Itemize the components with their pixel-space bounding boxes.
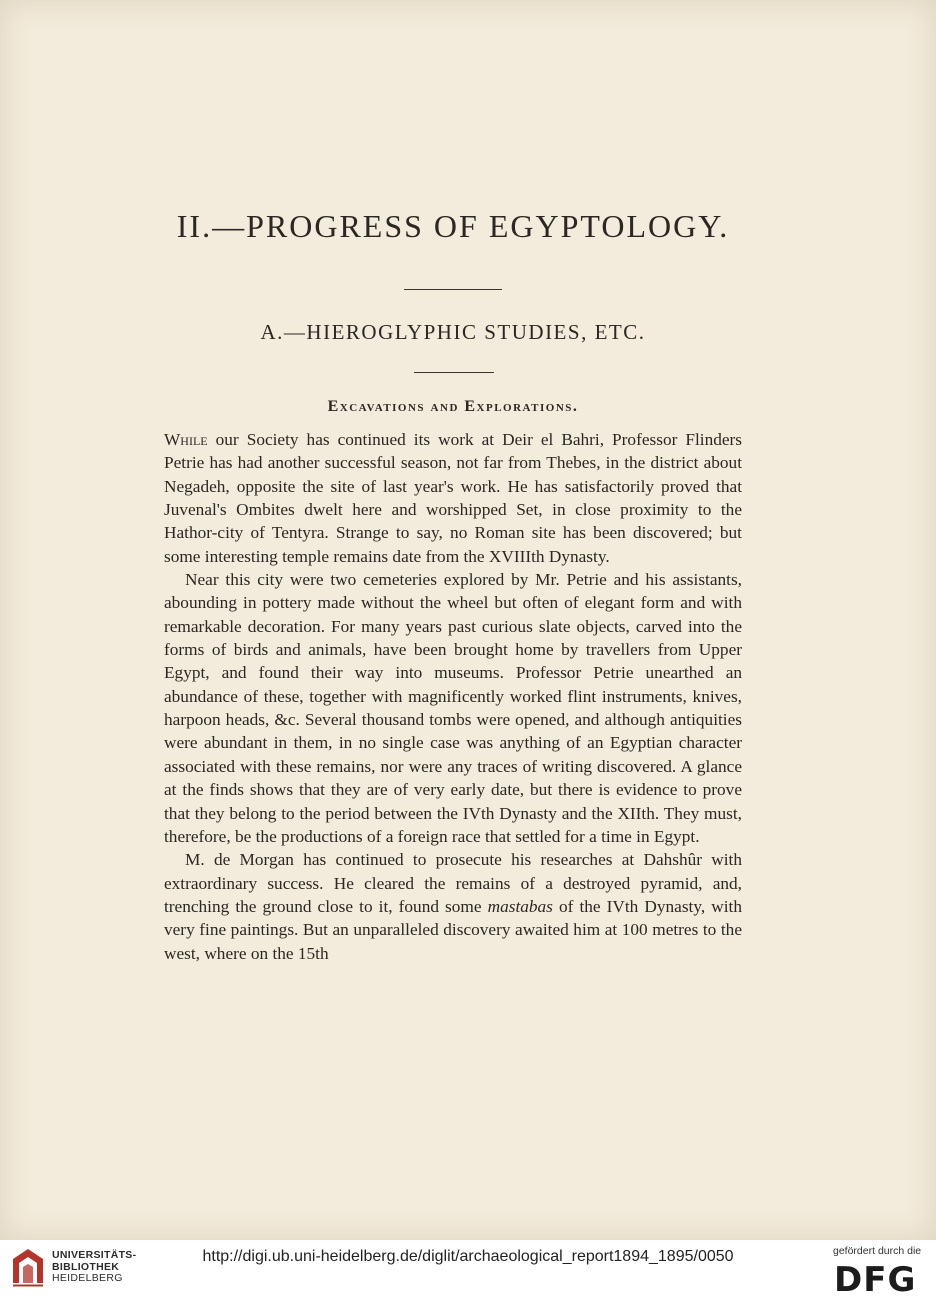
chapter-title: II.—PROGRESS OF EGYPTOLOGY. [176,208,730,244]
paragraph-text: M. de Morgan has continued to prosecute his researches at Dahshûr with extraordinary success. He cleared the remains of a destroyed pyramid, and, trenching the ground close to it, found some [164,850,742,916]
paragraph-text: Near this city were two cemeteries explored by Mr. Petrie and his assistants, abounding in pottery made without the wheel but often of elegant form and with remarkable decoration. For many years past curious slate objects, carved into the forms of birds and animals, have been brought home by travellers from Upper Egypt, and found their way into museums. Professor Petrie unearthed an abundance of these, together with magnificently worked flint instruments, knives, harpoon heads, &c. Several thousand tombs were opened, and although antiquities were abundant in them, in no single case was anything of an Egyptian character associated with these remains, nor were any traces of writing discovered. A glance at the finds shows that they are of very early date, but there is evidence to prove that they belong to the period between the IVth Dynasty and the XIIth. They must, therefore, be the productions of a foreign race that settled for a time in Egypt. [164,570,742,846]
paragraph-2 [164,568,742,848]
paragraph-1 [164,428,742,568]
paragraph-lead-word: While [164,430,208,449]
dfg-logo: DFG [834,1260,917,1300]
divider-rule [414,372,494,373]
paragraph-3 [164,848,742,965]
library-name-line: HEIDELBERG [52,1272,123,1284]
permalink-url[interactable]: http://digi.ub.uni-heidelberg.de/diglit/archaeological_report1894_1895/0050 [202,1248,734,1265]
section-title: A.—HIEROGLYPHIC STUDIES, ETC. [260,320,646,344]
paragraph-text: our Society has continued its work at Deir el Bahri, Professor Flinders Petrie has had another successful season, not far from Thebes, in the district about Negadeh, opposite the site of last year's work. He has satisfactorily proved that Juvenal's Ombites dwelt here and worshipped Set, in close proximity to the Hathor-city of Tentyra. Strange to say, no Roman site has been discovered; but some interesting temple remains date from the XVIIIth Dynasty. [164,430,742,566]
body-text [164,428,742,965]
library-name-line: BIBLIOTHEK [52,1260,120,1273]
italic-term: mastabas [487,896,553,916]
paragraph-text: of the IVth Dynasty, with very fine paintings. But an unparalleled discovery awaited him at 100 metres to the west, where on the 15th [164,896,742,963]
library-name-line: UNIVERSITÄTS- [52,1249,137,1261]
divider-rule [404,289,502,290]
funding-caption: gefördert durch die [833,1245,922,1257]
sub-heading: Excavations and Explorations. [327,398,579,415]
